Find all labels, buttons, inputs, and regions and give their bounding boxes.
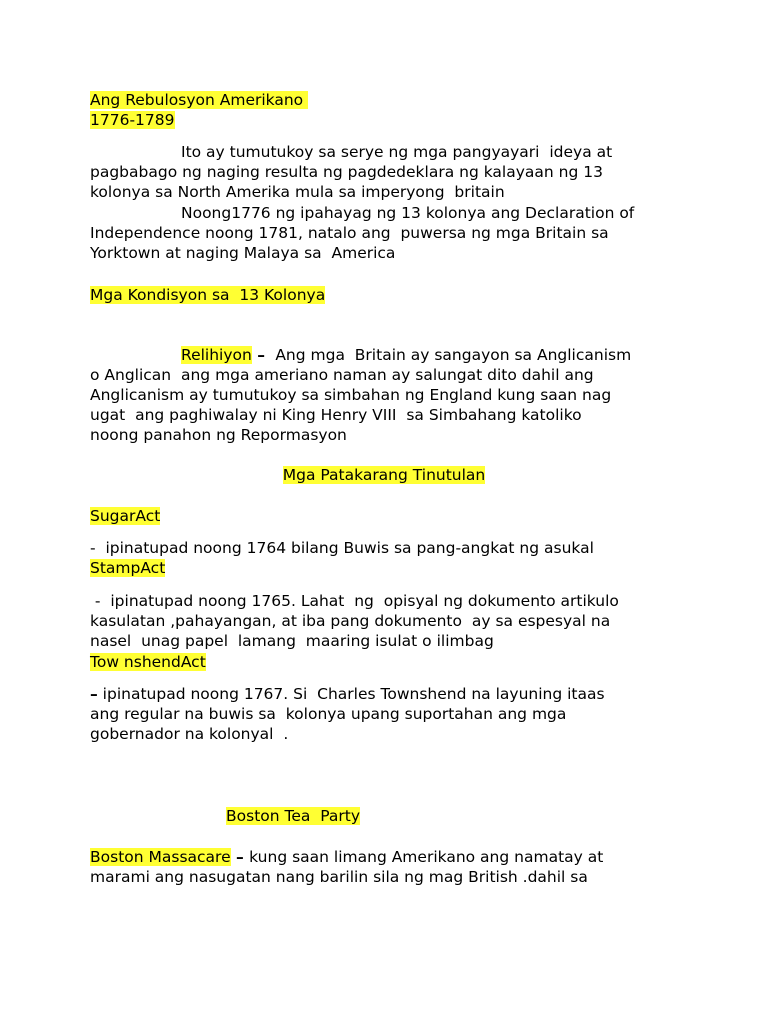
sugar-act-label: SugarAct [90, 507, 161, 525]
boston-massacre-label: Boston Massacare [90, 848, 231, 866]
title-line-1 [90, 90, 308, 110]
title-highlight: Ang Rebulosyon Amerikano [90, 91, 309, 109]
intro-p2-line-1: Noong1776 ng ipahayag ng 13 kolonya ang Declaration of [181, 204, 635, 222]
relihiyon-first-text: Ang mga Britain ay sangayon sa Anglicanism [270, 346, 632, 364]
relihiyon-line-1 [181, 345, 631, 365]
intro-p2-line-2: Independence noong 1781, natalo ang puwersa ng mga Britain sa [90, 224, 609, 242]
stamp-act-line-3: nasel unag papel lamang maaring isulat o ilimbag [90, 632, 494, 650]
intro-p1-line-1: Ito ay tumutukoy sa serye ng mga pangyayari ideya at [181, 143, 613, 161]
relihiyon-line-4: ugat ang paghiwalay ni King Henry VIII sa Simbahang katoliko [90, 406, 582, 424]
sugar-act-label-line [90, 506, 160, 526]
patakaran-heading [0, 465, 768, 485]
stamp-act-label: StampAct [90, 559, 166, 577]
boston-massacre-line-1 [90, 847, 603, 867]
intro-p2-line-3: Yorktown at naging Malaya sa America [90, 244, 396, 262]
title-line-2 [90, 110, 175, 130]
townshend-first-text: ipinatupad noong 1767. Si Charles Townshend na layuning itaas [97, 685, 605, 703]
stamp-act-line-2: kasulatan ,pahayangan, at iba pang dokumento ay sa espesyal na [90, 612, 611, 630]
patakaran-heading-highlight: Mga Patakarang Tinutulan [282, 466, 486, 484]
townshend-act-line-2: ang regular na buwis sa kolonya upang suportahan ang mga [90, 705, 567, 723]
boston-massacre-line-2: marami ang nasugatan nang barilin sila ng mag British .dahil sa [90, 868, 588, 886]
townshend-act-label: Tow nshendAct [90, 653, 206, 671]
relihiyon-line-5: noong panahon ng Repormasyon [90, 426, 347, 444]
boston-tea-party-heading [226, 806, 360, 826]
relihiyon-dash: – [251, 346, 271, 364]
townshend-act-line-3: gobernador na kolonyal . [90, 725, 289, 743]
stamp-act-line-1: - ipinatupad noong 1765. Lahat ng opisyal ng dokumento artikulo [90, 592, 619, 610]
townshend-act-label-line [90, 652, 206, 672]
intro-p1-line-3: kolonya sa North Amerika mula sa imperyong britain [90, 183, 505, 201]
intro-p1-line-2: pagbabago ng naging resulta ng pagdedeklara ng kalayaan ng 13 [90, 163, 603, 181]
relihiyon-term: Relihiyon [181, 346, 252, 364]
relihiyon-line-3: Anglicanism ay tumutukoy sa simbahan ng England kung saan nag [90, 386, 612, 404]
stamp-act-label-line [90, 558, 165, 578]
townshend-dash: – [90, 685, 98, 703]
townshend-act-line-1 [90, 684, 605, 704]
sugar-act-text: - ipinatupad noong 1764 bilang Buwis sa pang-angkat ng asukal [90, 539, 594, 557]
boston-massacre-dash: – [230, 848, 250, 866]
title-years-highlight: 1776-1789 [90, 111, 175, 129]
kondisyon-heading-highlight: Mga Kondisyon sa 13 Kolonya [90, 286, 326, 304]
boston-tea-party-highlight: Boston Tea Party [226, 807, 360, 825]
kondisyon-heading [90, 285, 325, 305]
boston-massacre-first-text: kung saan limang Amerikano ang namatay at [249, 848, 604, 866]
relihiyon-line-2: o Anglican ang mga ameriano naman ay salungat dito dahil ang [90, 366, 594, 384]
